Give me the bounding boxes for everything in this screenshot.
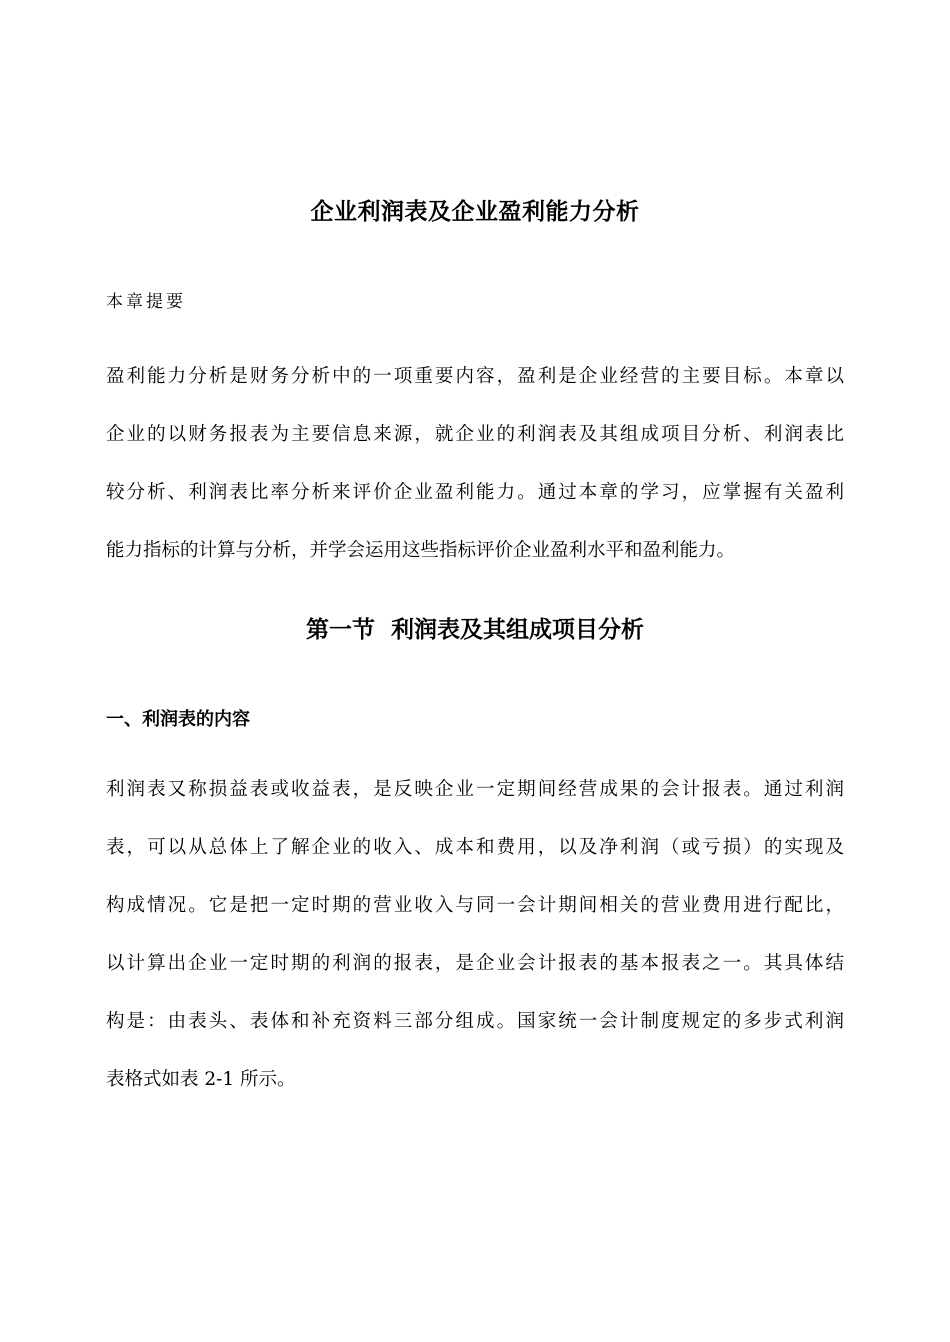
paragraph-line: 构是：由表头、表体和补充资料三部分组成。国家统一会计制度规定的多步式利润 xyxy=(106,1011,844,1032)
paragraph-line: 以计算出企业一定时期的利润的报表，是企业会计报表的基本报表之一。其具体结 xyxy=(106,953,844,974)
section-title: 第一节 利润表及其组成项目分析 xyxy=(305,617,644,643)
paragraph-line: 企业的以财务报表为主要信息来源，就企业的利润表及其组成项目分析、利润表比 xyxy=(106,424,844,445)
content-paragraph xyxy=(106,761,844,1109)
paragraph-line: 盈利能力分析是财务分析中的一项重要内容，盈利是企业经营的主要目标。本章以 xyxy=(106,366,844,387)
sub-heading: 一、利润表的内容 xyxy=(106,709,250,730)
paragraph-line: 利润表又称损益表或收益表，是反映企业一定期间经营成果的会计报表。通过利润 xyxy=(106,779,844,800)
paragraph-line: 能力指标的计算与分析，并学会运用这些指标评价企业盈利水平和盈利能力。 xyxy=(106,540,736,561)
chapter-summary-label: 本章提要 xyxy=(106,292,186,312)
paragraph-line: 较分析、利润表比率分析来评价企业盈利能力。通过本章的学习，应掌握有关盈利 xyxy=(106,482,844,503)
document-title: 企业利润表及企业盈利能力分析 xyxy=(310,199,640,225)
chapter-summary-paragraph xyxy=(106,348,844,580)
paragraph-line: 构成情况。它是把一定时期的营业收入与同一会计期间相关的营业费用进行配比， xyxy=(106,895,844,916)
paragraph-line: 表格式如表 2-1 所示。 xyxy=(106,1069,296,1090)
paragraph-line: 表，可以从总体上了解企业的收入、成本和费用，以及净利润（或亏损）的实现及 xyxy=(106,837,844,858)
